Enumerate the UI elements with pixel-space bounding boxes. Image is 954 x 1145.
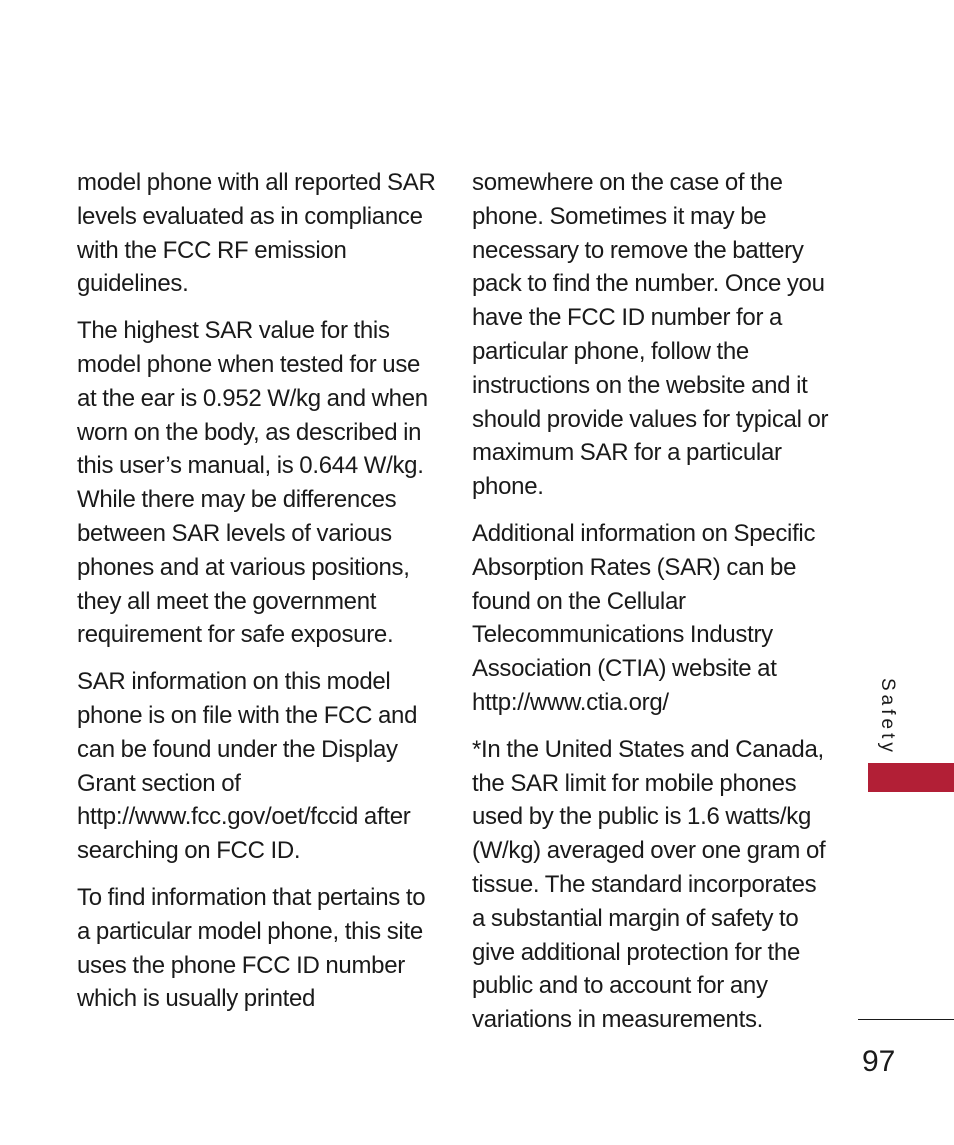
paragraph: The highest SAR value for this model phone when tested for use at the ear is 0.952 W/kg and when worn on the body, as described in this user’s manual, is 0.644 W/kg. While there may be differences between SAR levels of various phones and at various positions, they all meet the government requirement for safe exposure. [77, 317, 428, 649]
left-text-column [77, 166, 439, 1029]
paragraph: model phone with all reported SAR levels evaluated as in compliance with the FCC RF emission guidelines. [77, 169, 436, 298]
section-tab-marker [868, 763, 954, 792]
paragraph: To find information that pertains to a particular model phone, this site uses the phone FCC ID number which is usually printed [77, 883, 426, 1013]
paragraph: Additional information on Specific Absorption Rates (SAR) can be found on the Cellular Telecommunications Industry Association (CTIA) website at http://www.ctia.org/ [472, 519, 816, 716]
paragraph: somewhere on the case of the phone. Sometimes it may be necessary to remove the battery pack to find the number. Once you have the FCC ID number for a particular phone, follow the instructions on the website and it should provide values for typical or maximum SAR for a particular phone. [472, 169, 829, 501]
page-number: 97 [862, 1045, 896, 1078]
section-label: Safety [877, 678, 898, 756]
paragraph: SAR information on this model phone is on file with the FCC and can be found under the Display Grant section of http://www.fcc.gov/oet/fccid after searching on FCC ID. [77, 668, 418, 865]
right-text-column [472, 166, 834, 1050]
footer-divider [858, 1019, 954, 1020]
paragraph: *In the United States and Canada, the SAR limit for mobile phones used by the public is 1.6 watts/kg (W/kg) averaged over one gram of tissue. The standard incorporates a substantial margin of safety to give additional protection for the public and to account for any variations in measurements. [472, 735, 826, 1034]
